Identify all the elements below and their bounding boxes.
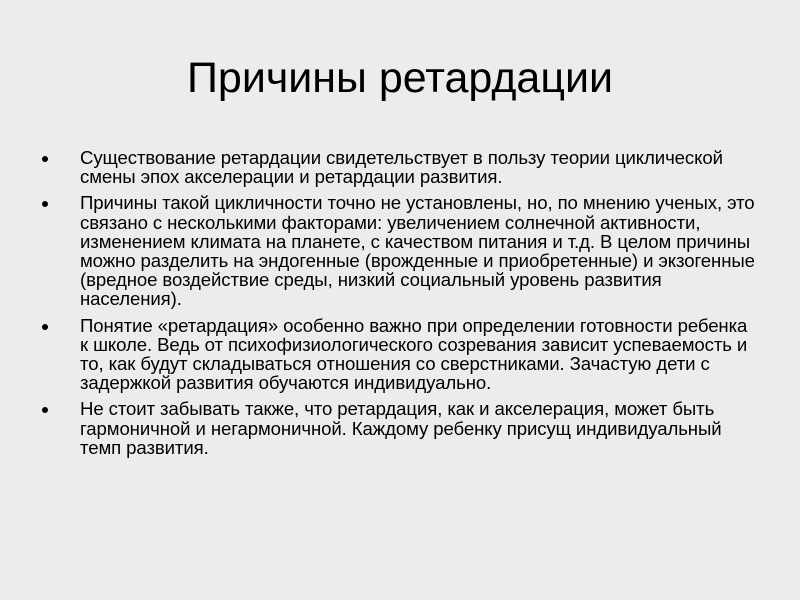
- bullet-dot-icon: [42, 156, 48, 162]
- bullet-item: [40, 316, 755, 393]
- slide-title: Причины ретардации: [187, 54, 613, 102]
- bullet-text: Существование ретардации свидетельствует в пользу теории циклической смены эпох акселерации и ретардации развития.: [80, 147, 723, 188]
- bullet-item: [40, 193, 755, 308]
- bullet-list: [40, 148, 755, 464]
- bullet-text: Не стоит забывать также, что ретардация, как и акселерация, может быть гармоничной и негармоничной. Каждому ребенку присущ индивидуальный темп развития.: [80, 398, 722, 458]
- bullet-dot-icon: [42, 407, 48, 413]
- bullet-dot-icon: [42, 201, 48, 207]
- bullet-item: [40, 148, 755, 186]
- bullet-text: Причины такой цикличности точно не установлены, но, по мнению ученых, это связано с несколькими факторами: увеличением солнечной активности, изменением климата на планете, с качеством питания и т.д. В целом причины можно разделить на эндогенные (врожденные и приобретенные) и экзогенные (вредное воздействие среды, низкий социальный уровень развития населения).: [80, 192, 755, 310]
- bullet-text: Понятие «ретардация» особенно важно при определении готовности ребенка к школе. Ведь от психофизиологического созревания зависит успеваемость и то, как будут складываться отношения со сверстниками. Зачастую дети с задержкой развития обучаются индивидуально.: [80, 314, 748, 394]
- bullet-dot-icon: [42, 324, 48, 330]
- bullet-item: [40, 399, 755, 457]
